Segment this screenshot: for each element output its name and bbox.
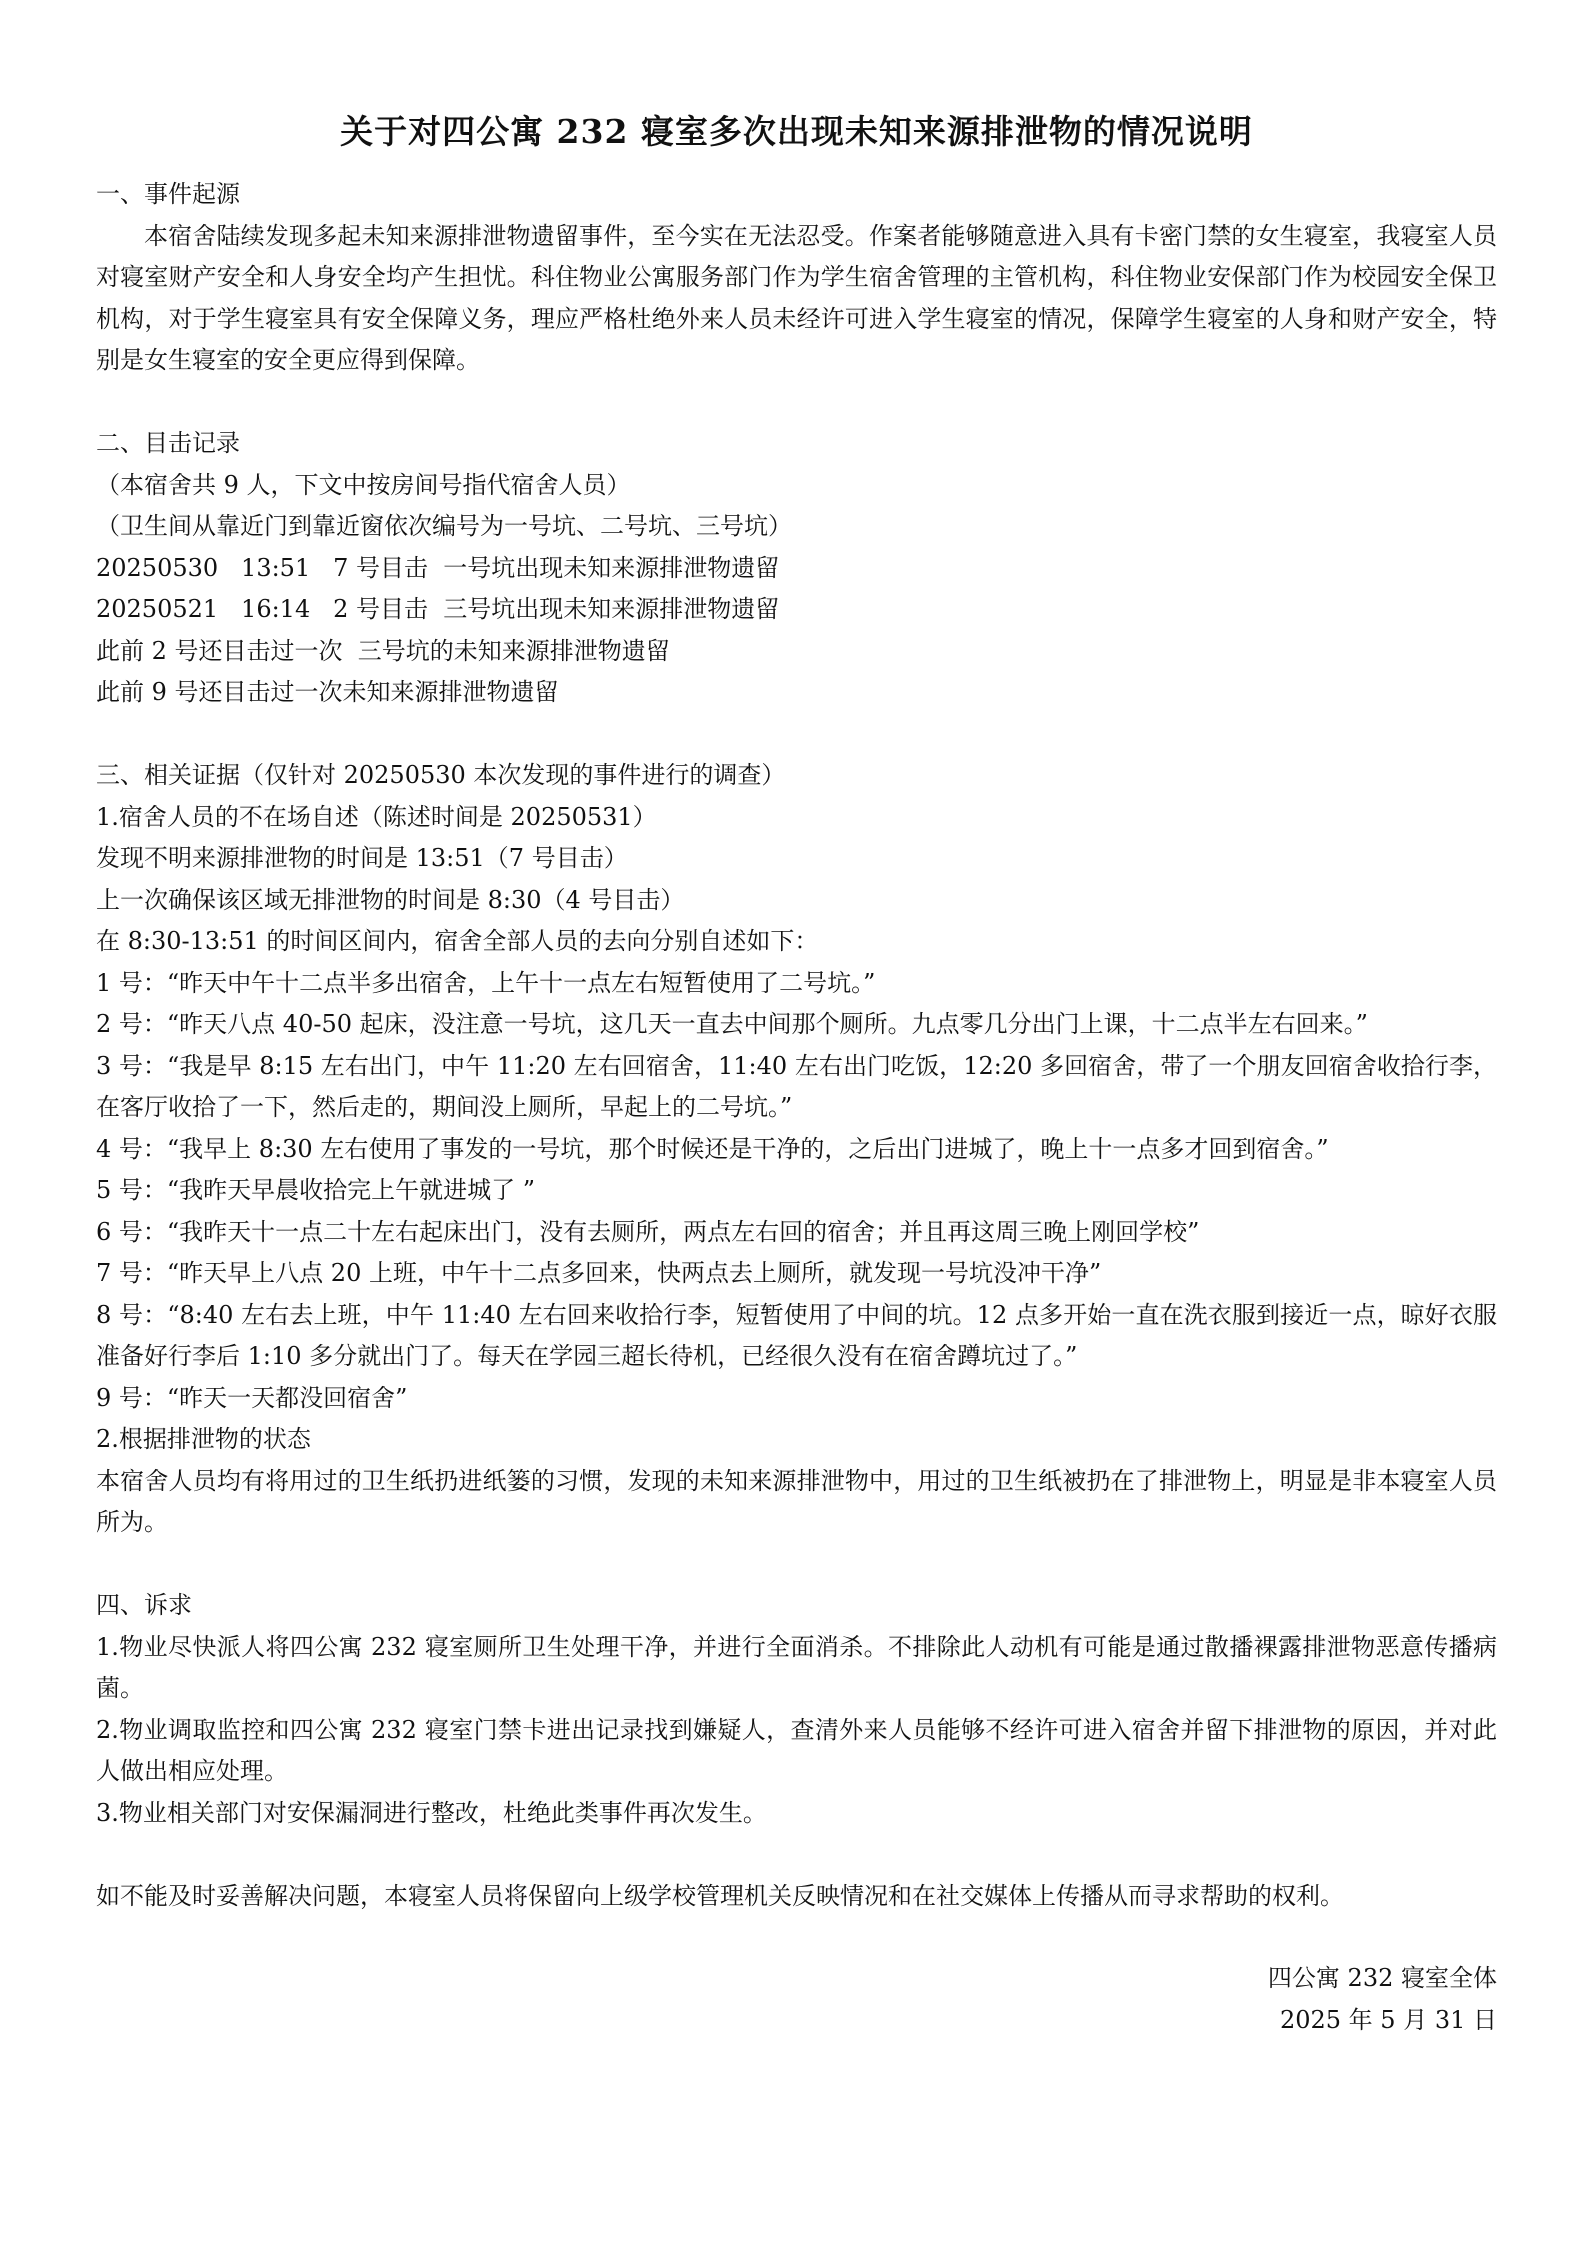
signature-date: 2025 年 5 月 31 日 [1279,2005,1497,2034]
demand-item: 1.物业尽快派人将四公寓 232 寝室厕所卫生处理干净，并进行全面消杀。不排除此人动机有可能是通过散播裸露排泄物恶意传播病菌。 [96,1632,1497,1702]
blank-line [96,1544,1497,1586]
section-origin [96,174,1497,382]
subsection-heading: 1.宿舍人员的不在场自述（陈述时间是 20250531） [96,802,657,831]
intro-line: 发现不明来源排泄物的时间是 13:51（7 号目击） [96,844,628,872]
blank-line [96,382,1497,424]
paragraph: 本宿舍陆续发现多起未知来源排泄物遗留事件，至今实在无法忍受。作案者能够随意进入具有卡密门禁的女生寝室，我寝室人员对寝室财产安全和人身安全均产生担忧。科住物业公寓服务部门作为学生宿舍管理的主管机构，科住物业安保部门作为校园安全保卫机构，对于学生寝室具有安全保障义务，理应严格杜绝外来人员未经许可进入学生寝室的情况，保障学生寝室的人身和财产安全，特别是女生寝室的安全更应得到保障。 [96,221,1497,374]
section-heading: 一、事件起源 [96,180,240,208]
statement: 4 号：“我早上 8:30 左右使用了事发的一号坑，那个时候还是干净的，之后出门进城了，晚上十一点多才回到宿舍。” [96,1134,1329,1163]
section-heading: 四、诉求 [96,1591,192,1619]
statement: 2 号：“昨天八点 40-50 起床，没注意一号坑，这几天一直去中间那个厕所。九点零几分出门上课，十二点半左右回来。” [96,1010,1368,1038]
section-heading: 二、目击记录 [96,429,240,457]
closing-paragraph: 如不能及时妥善解决问题，本寝室人员将保留向上级学校管理机关反映情况和在社交媒体上传播从而寻求帮助的权利。 [96,1881,1344,1910]
record-line: 此前 9 号还目击过一次未知来源排泄物遗留 [96,678,559,706]
statement: 7 号：“昨天早上八点 20 上班，中午十二点多回来，快两点去上厕所，就发现一号坑没冲干净” [96,1259,1102,1287]
statement: 1 号：“昨天中午十二点半多出宿舍，上午十一点左右短暂使用了二号坑。” [96,968,876,997]
paragraph: 本宿舍人员均有将用过的卫生纸扔进纸篓的习惯，发现的未知来源排泄物中，用过的卫生纸被扔在了排泄物上，明显是非本寝室人员所为。 [96,1466,1497,1536]
section-heading: 三、相关证据（仅针对 20250530 本次发现的事件进行的调查） [96,761,786,789]
section-demands [96,1585,1497,1834]
document-body [96,174,1497,2041]
blank-line [96,714,1497,756]
statement: 3 号：“我是早 8:15 左右出门，中午 11:20 左右回宿舍，11:40 左右出门吃饭，12:20 多回宿舍，带了一个朋友回宿舍收拾行李，在客厅收拾了一下，然后走的，期间没上厕所，早起上的二号坑。” [96,1051,1497,1121]
record-line: 此前 2 号还目击过一次 三号坑的未知来源排泄物遗留 [96,636,670,665]
signature-author: 四公寓 232 寝室全体 [1267,1964,1497,1992]
intro-line: 上一次确保该区域无排泄物的时间是 8:30（4 号目击） [96,885,685,914]
document-title: 关于对四公寓 232 寝室多次出现未知来源排泄物的情况说明 [340,112,1253,151]
statement: 6 号：“我昨天十一点二十左右起床出门，没有去厕所，两点左右回的宿舍；并且再这周三晚上刚回学校” [96,1217,1200,1246]
record-line: 20250530 13:51 7 号目击 一号坑出现未知来源排泄物遗留 [96,553,780,582]
note-line: （本宿舍共 9 人，下文中按房间号指代宿舍人员） [96,470,631,499]
demand-item: 3.物业相关部门对安保漏洞进行整改，杜绝此类事件再次发生。 [96,1798,767,1827]
blank-line [96,1834,1497,1876]
intro-line: 在 8:30-13:51 的时间区间内，宿舍全部人员的去向分别自述如下： [96,927,819,955]
section-witness-records [96,423,1497,714]
note-line: （卫生间从靠近门到靠近窗依次编号为一号坑、二号坑、三号坑） [96,512,792,540]
record-line: 20250521 16:14 2 号目击 三号坑出现未知来源排泄物遗留 [96,595,780,623]
statement: 9 号：“昨天一天都没回宿舍” [96,1383,408,1412]
demand-item: 2.物业调取监控和四公寓 232 寝室门禁卡进出记录找到嫌疑人，查清外来人员能够不经许可进入宿舍并留下排泄物的原因，并对此人做出相应处理。 [96,1715,1497,1785]
signature-block [96,1958,1497,2041]
subsection-heading: 2.根据排泄物的状态 [96,1425,311,1453]
section-evidence [96,755,1497,1544]
statement: 8 号：“8:40 左右去上班，中午 11:40 左右回来收拾行李，短暂使用了中间的坑。12 点多开始一直在洗衣服到接近一点，晾好衣服准备好行李后 1:10 多分就出门了。每天在学园三超长待机，已经很久没有在宿舍蹲坑过了。” [96,1300,1497,1370]
statement: 5 号：“我昨天早晨收拾完上午就进城了 ” [96,1176,536,1204]
